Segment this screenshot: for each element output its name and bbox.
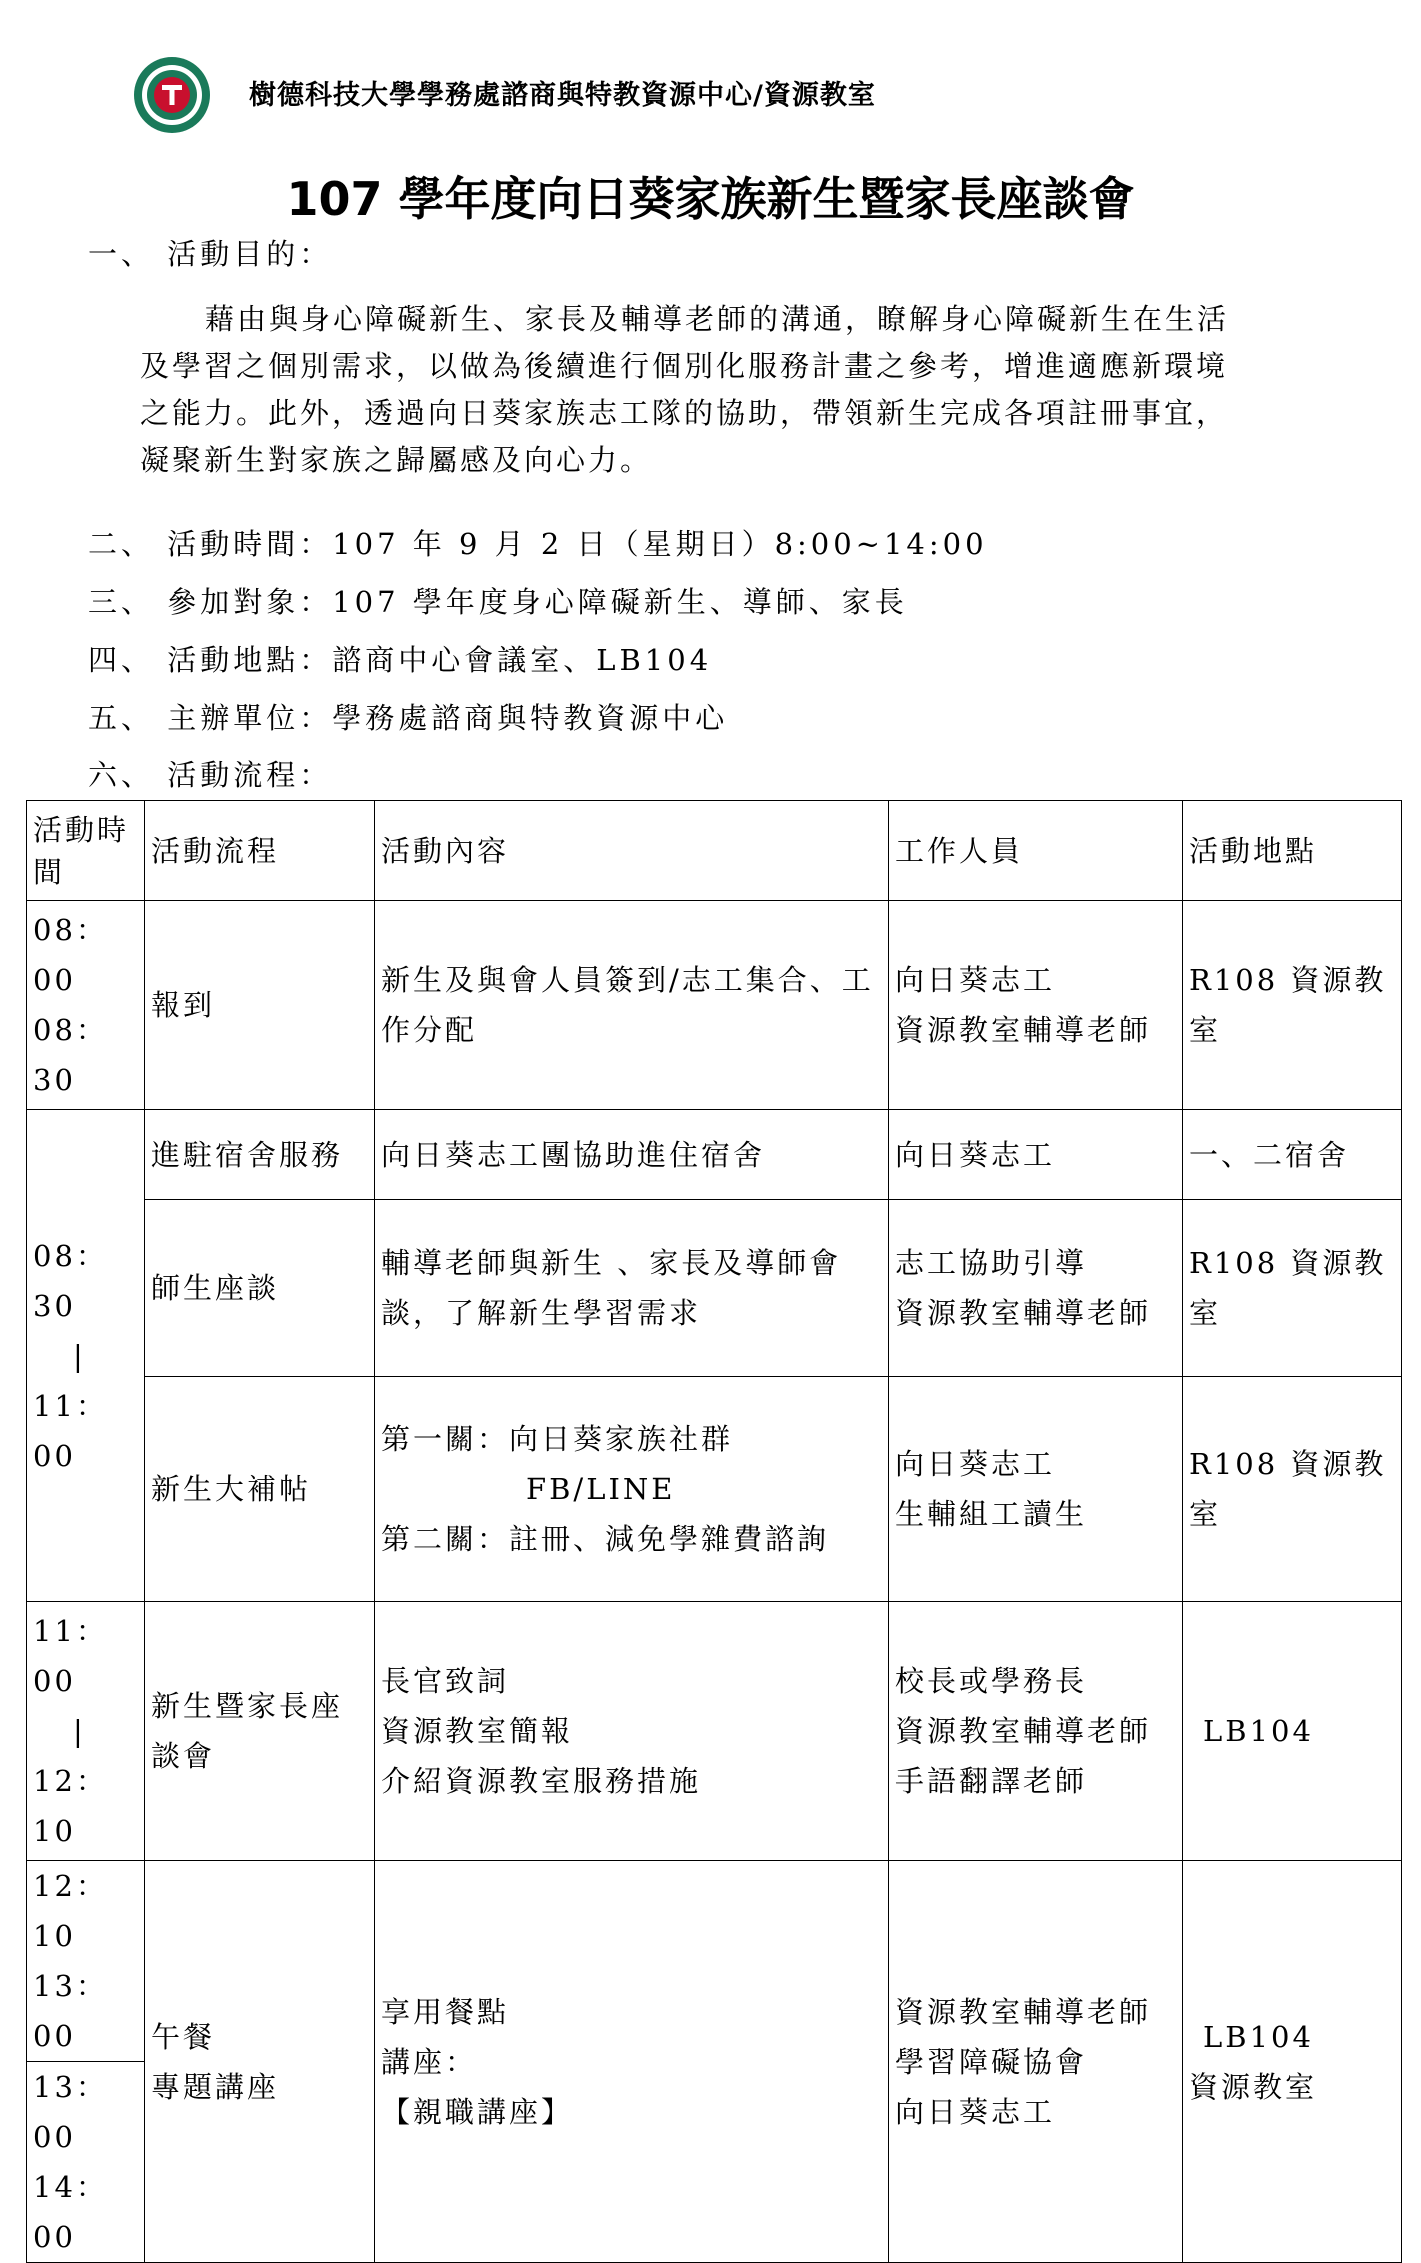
time-start: 11：00 xyxy=(33,1614,108,1698)
content-cell: 新生及與會人員簽到/志工集合、工作分配 xyxy=(375,901,889,1110)
time-end: 12：10 xyxy=(33,1764,108,1848)
header-organization: 樹德科技大學學務處諮商與特教資源中心/資源教室 xyxy=(249,80,876,111)
time-divider xyxy=(27,2061,144,2262)
content-line: 享用餐點 xyxy=(381,1994,510,2029)
staff-line: 手語翻譯老師 xyxy=(895,1764,1088,1798)
content-line: 第二關：註冊、減免學雜費諮詢 xyxy=(381,1522,830,1556)
content-line: 介紹資源教室服務措施 xyxy=(381,1764,702,1798)
place-line: 資源教室 xyxy=(1189,2069,1318,2104)
time-separator: | xyxy=(73,1714,86,1748)
table-row xyxy=(27,1602,1402,1861)
content-line: 講座： xyxy=(381,2044,478,2079)
staff-line: 資源教室輔導老師 xyxy=(895,1994,1152,2029)
place-cell: LB104 xyxy=(1183,1602,1402,1861)
staff-line: 向日葵志工 xyxy=(895,963,1056,997)
time-end: 08：30 xyxy=(33,1013,108,1097)
table-row xyxy=(27,901,1402,1110)
place-line: LB104 xyxy=(1203,2019,1314,2054)
staff-line: 向日葵志工 xyxy=(895,1447,1056,1481)
flow-cell: 新生大補帖 xyxy=(145,1377,375,1602)
university-logo xyxy=(133,56,211,134)
section-location: 四、 活動地點：諮商中心會議室、LB104 xyxy=(88,643,713,677)
staff-cell: 向日葵志工 xyxy=(889,1110,1183,1200)
time-start: 13：00 xyxy=(33,2070,108,2154)
flow-line: 午餐 xyxy=(151,2019,216,2054)
header-content: 活動內容 xyxy=(375,801,889,901)
header-place: 活動地點 xyxy=(1183,801,1402,901)
header-staff: 工作人員 xyxy=(889,801,1183,901)
time-end: 11：00 xyxy=(33,1388,108,1473)
content-cell: 輔導老師與新生 、家長及導師會談，了解新生學習需求 xyxy=(375,1200,889,1377)
section-organizer: 五、 主辦單位：學務處諮商與特教資源中心 xyxy=(88,701,729,735)
staff-line: 資源教室輔導老師 xyxy=(895,1714,1152,1748)
place-cell: R108 資源教室 xyxy=(1183,901,1402,1110)
staff-line: 志工協助引導 xyxy=(895,1246,1088,1280)
purpose-line-3: 之能力。此外，透過向日葵家族志工隊的協助，帶領新生完成各項註冊事宜， xyxy=(140,396,1229,430)
purpose-line-1: 藉由與身心障礙新生、家長及輔導老師的溝通，瞭解身心障礙新生在生活 xyxy=(205,302,1230,336)
content-line: 資源教室簡報 xyxy=(381,1714,574,1748)
flow-cell: 報到 xyxy=(145,901,375,1110)
section-schedule-heading: 六、 活動流程： xyxy=(88,758,333,792)
document-title: 107 學年度向日葵家族新生暨家長座談會 xyxy=(286,172,1135,226)
staff-line: 資源教室輔導老師 xyxy=(895,1296,1152,1330)
purpose-line-4: 凝聚新生對家族之歸屬感及向心力。 xyxy=(140,443,653,477)
content-line: 長官致詞 xyxy=(381,1664,510,1698)
time-start: 12：10 xyxy=(33,1869,108,1953)
table-row xyxy=(27,1861,1402,2263)
content-line: FB/LINE xyxy=(526,1472,676,1506)
table-row xyxy=(27,1200,1402,1377)
time-end: 13：00 xyxy=(33,1969,108,2053)
place-cell: R108 資源教室 xyxy=(1183,1377,1402,1602)
header-time: 活動時間 xyxy=(27,801,145,901)
time-start: 08：30 xyxy=(33,1238,108,1323)
section-participants: 三、 參加對象：107 學年度身心障礙新生、導師、家長 xyxy=(88,585,908,619)
flow-cell: 新生暨家長座談會 xyxy=(145,1602,375,1861)
header-flow: 活動流程 xyxy=(145,801,375,901)
staff-line: 資源教室輔導老師 xyxy=(895,1013,1152,1047)
staff-line: 向日葵志工 xyxy=(895,2094,1056,2129)
time-separator: | xyxy=(73,1338,86,1373)
content-cell: 向日葵志工團協助進住宿舍 xyxy=(375,1110,889,1200)
time-start: 08：00 xyxy=(33,913,108,997)
place-cell: R108 資源教室 xyxy=(1183,1200,1402,1377)
flow-cell: 師生座談 xyxy=(145,1200,375,1377)
table-header-row xyxy=(27,801,1402,901)
flow-line: 專題講座 xyxy=(151,2069,280,2104)
place-cell: 一、二宿舍 xyxy=(1183,1110,1402,1200)
content-line: 第一關：向日葵家族社群 xyxy=(381,1422,734,1456)
table-row xyxy=(27,1110,1402,1200)
section-purpose-heading: 一、 活動目的： xyxy=(88,237,333,271)
staff-line: 校長或學務長 xyxy=(895,1664,1088,1698)
flow-cell: 進駐宿舍服務 xyxy=(145,1110,375,1200)
content-line: 【親職講座】 xyxy=(381,2094,574,2129)
table-row xyxy=(27,1377,1402,1602)
section-time: 二、 活動時間：107 年 9 月 2 日（星期日）8:00~14:00 xyxy=(88,527,988,561)
schedule-table xyxy=(26,800,1402,2263)
time-end: 14：00 xyxy=(33,2170,108,2254)
purpose-line-2: 及學習之個別需求，以做為後續進行個別化服務計畫之參考，增進適應新環境 xyxy=(140,349,1229,383)
staff-line: 學習障礙協會 xyxy=(895,2044,1088,2079)
staff-line: 生輔組工讀生 xyxy=(895,1497,1088,1531)
